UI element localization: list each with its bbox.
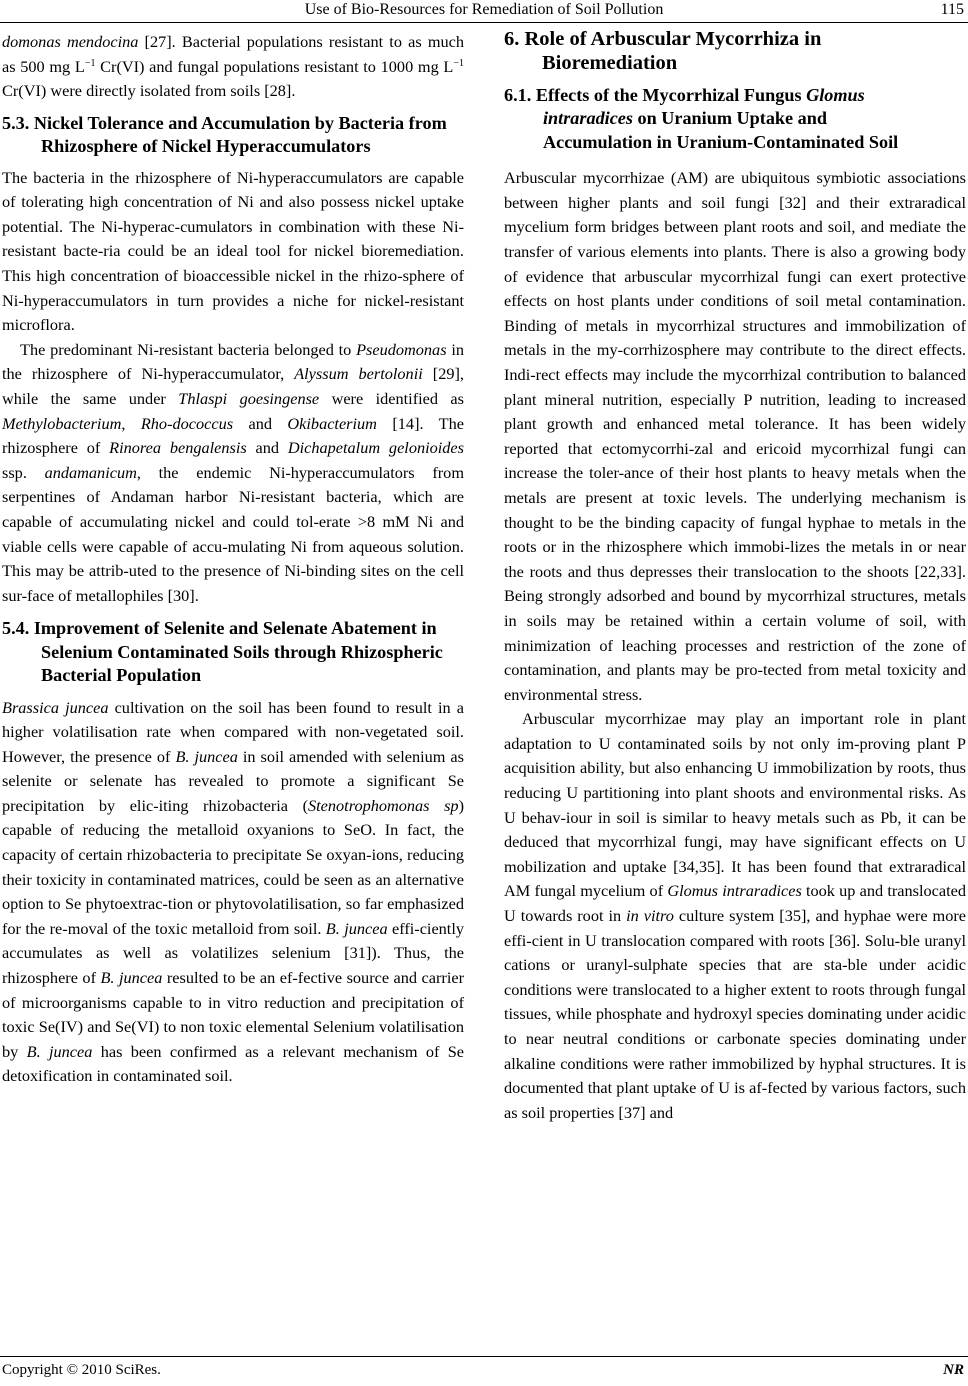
- left-column: [2, 30, 464, 1089]
- running-header: [0, 0, 968, 22]
- paragraph-5-4: Brassica juncea cultivation on the soil has been found to result in a higher volatilisation rate when compared with non-vegetated soil. However, the presence of B. juncea in soil amended with selenium as selenite or selenate has revealed to promote a significant Se precipitation by elic-iting rhizobacteria (Stenotrophomonas sp) capable of reducing the metalloid oxyanions to SeO. In fact, the capacity of certain rhizobacteria to precipitate Se oxyan-ions, reducing their toxicity in contaminated matrices, could be seen as an alternative option to Se phytoextrac-tion or phytovolatilisation, so far emphasized for the re-moval of the toxic metalloid from soil. B. juncea effi-ciently accumulates as well as volatilizes selenium [31]). Thus, the rhizosphere of B. juncea resulted to be an ef-fective source and carrier of microorganisms capable to in vitro reduction and precipitation of toxic Se(IV) and Se(VI) to non toxic elemental Selenium volatilisation by B. juncea has been confirmed as a relevant mechanism of Se detoxification in contaminated soil.: [2, 697, 465, 1086]
- running-title: Use of Bio-Resources for Remediation of Soil Pollution: [304, 1, 664, 18]
- paragraph-5-3-a: The bacteria in the rhizosphere of Ni-hyperaccumulators are capable of tolerating high concentration of Ni and also possess nickel uptake potential. The Ni-hyperac-cumulators in combination with these Ni-resistant bacte-ria could be an ideal tool for nickel bioremediation. This high concentration of bioaccessible nickel in the rhizo-sphere of Ni-hyperaccumulators in turn provides a niche for nickel-resistant microflora.: [2, 167, 464, 335]
- paragraph-continued: domonas mendocina [27]. Bacterial populations resistant to as much as 500 mg $L^{-1}$ Cr(VI) and fungal populations resistant to 1000 mg $L^{-1}$ Cr(VI) were directly isolated from soils [28].: [2, 32, 465, 101]
- section-heading-6-1: 6.1. Effects of the Mycorrhizal Fungus Glomus intraradices on Uranium Uptake and Accumulation in Uranium-Contaminated Soil: [504, 85, 899, 152]
- section-heading-6: 6. Role of Arbuscular Mycorrhiza in Bioremediation: [504, 28, 822, 74]
- section-heading-5-3: 5.3. Nickel Tolerance and Accumulation by Bacteria from Rhizosphere of Nickel Hyperaccumulators: [2, 112, 447, 157]
- journal-abbreviation: NR: [943, 1362, 964, 1378]
- page-number: 115: [940, 1, 964, 18]
- paragraph-6-1-a: Arbuscular mycorrhizae (AM) are ubiquitous symbiotic associations between higher plants and soil fungi [32] and their extraradical mycelium form bridges between plant roots and soil, and mediate the transfer of various elements into plants. There is also a growing body of evidence that arbuscular mycorrhizal fungi can exert protective effects on host plants under conditions of soil metal contamination. Binding of metals in mycorrhizal structures and immobilization of metals in the my-corrhizosphere may contribute to the direct effects. Indi-rect effects may include the mycorrhizal contribution to balanced plant mineral nutrition, especially P nutrition, leading to increased plant growth and enhanced metal tolerance. It has been widely reported that ectomycorrhi-zal and ericoid mycorrhizal fungi can increase the toler-ance of their host plants to heavy metals when the metals are present at toxic levels. The underlying mechanism is thought to be the binding capacity of fungal hyphae to metals in the roots or in the rhizosphere which immobi-lizes the metals in or near the roots and thus depresses their translocation to the shoots [22,33]. Being strongly adsorbed and bound by mycorrhizal structures, metals in soils may be retained within a certain volume of soil, with minimization of leaching processes and restriction of the zone of contamination, and plants may be pro-tected from metal toxicity and environmental stress.: [504, 168, 966, 704]
- paragraph-5-3-b: The predominant Ni-resistant bacteria belonged to Pseudomonas in the rhizosphere of Ni-hyperaccumulator, Alyssum bertolonii [29], while the same under Thlaspi goesingense were identified as Methylobacterium, Rho-dococcus and Okibacterium [14]. The rhizosphere of Rinorea bengalensis and Dichapetalum gelonioides ssp. andamanicum, the endemic Ni-hyperaccumulators from serpentines of Andaman harbor Ni-resistant bacteria, which are capable of accumulating nickel and could tol-erate >8 mM Ni and viable cells were capable of accu-mulating Ni from aqueous solution. This may be attrib-uted to the presence of Ni-binding sites on the cell sur-face of metallophiles [30].: [2, 339, 464, 605]
- paragraph-6-1-b: Arbuscular mycorrhizae may play an important role in plant adaptation to U contaminated soils by not only im-proving plant P acquisition ability, but also enhancing U immobilization by roots, thus reducing U partitioning into plant shoots and environmental risks. As U behav-iour in soil is similar to heavy metals such as Pb, it can be deduced that mycorrhizal fungi, may have significant effects on U mobilization and uptake [34,35]. It has been found that extraradical AM fungal mycelium of Glomus intraradices took up and translocated U towards root in in vitro culture system [35], and hyphae were more effi-cient in U translocation compared with roots [36]. Solu-ble uranyl cations or uranyl-sulphate species that are sta-ble under acidic conditions were translocated to a higher extent to roots through fungal tissues, while phosphate and hydroxyl species dominating under acidic to near neutral conditions or carbonate species dominating under alkaline conditions were rather immobilized by hyphal structures. It is documented that plant uptake of U is af-fected by various factors, such as soil properties [37] and: [504, 709, 967, 1122]
- right-column: [504, 30, 966, 1125]
- footer-rule: [0, 1356, 968, 1357]
- section-heading-5-4: 5.4. Improvement of Selenite and Selenate Abatement in Selenium Contaminated Soils through Rhizospheric Bacterial Population: [2, 618, 443, 686]
- copyright-notice: Copyright © 2010 SciRes.: [2, 1362, 161, 1378]
- header-rule: [0, 22, 968, 23]
